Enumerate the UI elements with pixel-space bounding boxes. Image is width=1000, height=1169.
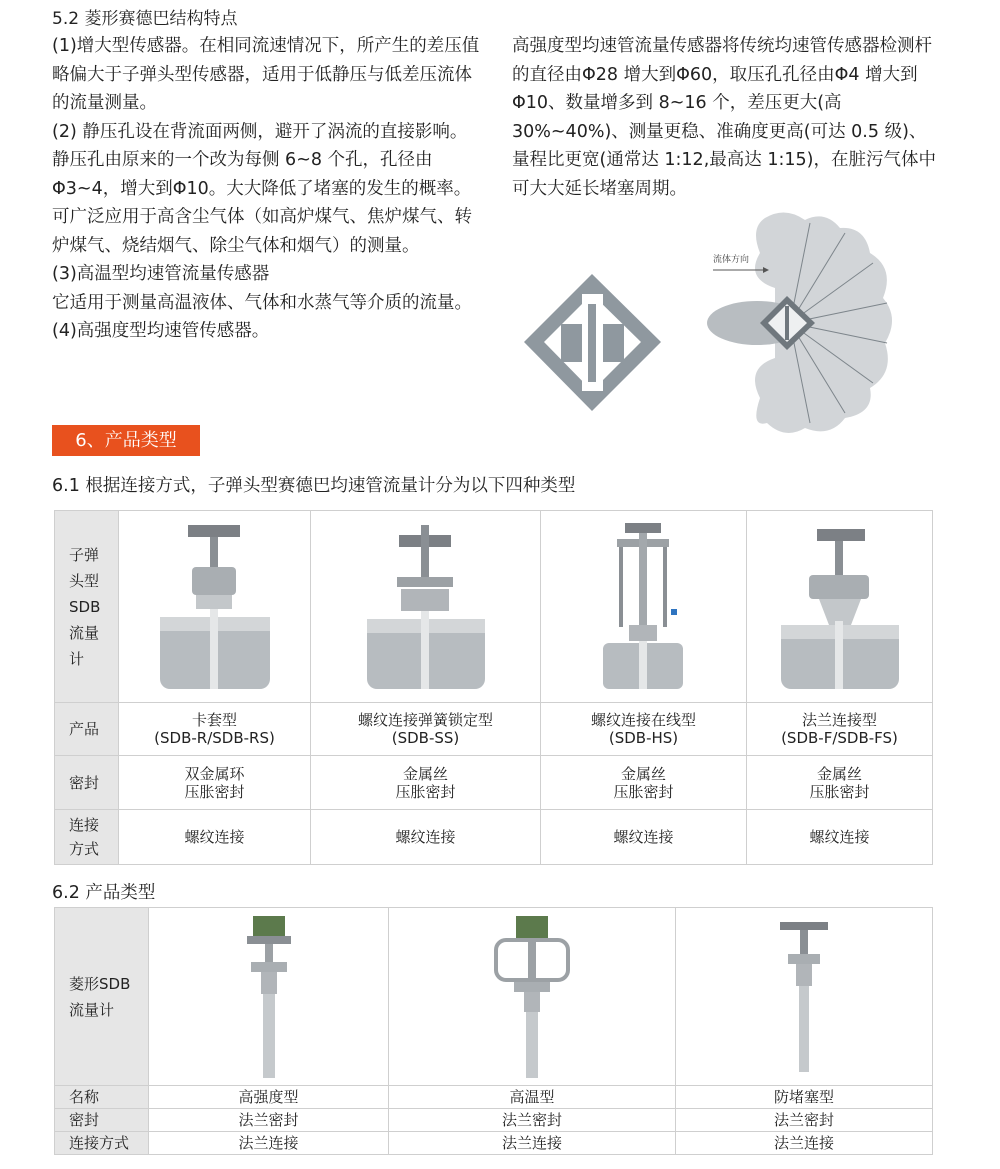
seal-line: 压胀密封 <box>613 782 674 801</box>
seal-line: 金属丝 <box>620 764 666 783</box>
sdb-hs-sensor-image <box>569 517 719 697</box>
product-name: 法兰连接型 <box>801 711 877 729</box>
high-temperature-sensor-image <box>482 912 582 1082</box>
product-image-cell <box>389 908 676 1086</box>
product-name: 卡套型 <box>191 711 237 729</box>
seal-line: 金属丝 <box>402 764 448 783</box>
diamond-sensor-diagram <box>520 270 665 415</box>
seal-cell: 法兰密封 <box>676 1109 933 1132</box>
table1-row-label-seal: 密封 <box>55 756 119 810</box>
header-line: 头型 <box>69 571 100 590</box>
paragraph-right: 高强度型均速管流量传感器将传统均速管传感器检测杆的直径由Φ28 增大到Φ60，取压孔孔径由Φ4 增大到Φ10、数量增多到 8~16 个，差压更大(高 30%~40%)、测量更稳、准确度更高(可达 0.5 级)、量程比更宽(通常达 1:12,最高达 1:15)，在脏污气体中可大大延长堵塞周期。 <box>512 36 936 199</box>
high-strength-sensor-image <box>229 912 309 1082</box>
table1-row-header-product <box>55 511 119 703</box>
header-line: 流量 <box>69 623 100 642</box>
paragraph-1: (1)增大型传感器。在相同流速情况下，所产生的差压值略偏大于子弹头型传感器，适用于低静压与低差压流体的流量测量。 <box>52 36 480 113</box>
product-name-cell <box>541 703 747 756</box>
header-line: 流量计 <box>69 1000 115 1019</box>
product-image-cell <box>676 908 933 1086</box>
product-name-cell <box>119 703 311 756</box>
seal-line: 双金属环 <box>184 764 245 783</box>
seal-cell <box>311 756 541 810</box>
type-name-cell: 高温型 <box>389 1086 676 1109</box>
diamond-sdb-table <box>54 907 933 1155</box>
paragraph-6: (4)高强度型均速管传感器。 <box>52 321 270 341</box>
sdb-r-sensor-image <box>140 517 290 697</box>
table1-row-label-product: 产品 <box>55 703 119 756</box>
connection-cell: 螺纹连接 <box>119 810 311 865</box>
paragraph-3: 可广泛应用于高含尘气体（如高炉煤气、焦炉煤气、转炉煤气、烧结烟气、除尘气体和烟气）的测量。 <box>52 207 472 256</box>
product-name: 螺纹连接在线型 <box>590 711 696 729</box>
sdb-f-sensor-image <box>765 517 915 697</box>
section-6-badge: 6、产品类型 <box>52 425 200 456</box>
table2-row-header <box>55 908 149 1086</box>
connection-cell: 法兰连接 <box>149 1132 389 1155</box>
conn-label-line: 连接 <box>69 816 100 834</box>
flow-pattern-diagram <box>705 208 900 440</box>
table2-row-label-seal: 密封 <box>55 1109 149 1132</box>
product-image-cell <box>311 511 541 703</box>
product-image-cell <box>119 511 311 703</box>
flow-direction-label: 流体方向 <box>713 255 750 265</box>
left-text-column <box>52 32 482 346</box>
connection-cell: 法兰连接 <box>389 1132 676 1155</box>
product-code: (SDB-HS) <box>608 729 679 747</box>
type-name-cell: 高强度型 <box>149 1086 389 1109</box>
product-image-cell <box>541 511 747 703</box>
conn-label-line: 方式 <box>69 840 100 858</box>
seal-cell <box>747 756 933 810</box>
connection-cell: 螺纹连接 <box>747 810 933 865</box>
seal-line: 压胀密封 <box>184 782 245 801</box>
anti-clog-sensor-image <box>764 912 844 1082</box>
product-name-cell <box>747 703 933 756</box>
header-line: 子弹 <box>69 545 100 564</box>
section-6-2-title: 6.2 产品类型 <box>52 883 156 903</box>
seal-cell <box>541 756 747 810</box>
seal-line: 压胀密封 <box>395 782 456 801</box>
product-code: (SDB-R/SDB-RS) <box>154 729 275 747</box>
product-code: (SDB-SS) <box>391 729 460 747</box>
paragraph-2: (2) 静压孔设在背流面两侧，避开了涡流的直接影响。静压孔由原来的一个改为每侧 6~8 个孔，孔径由Φ3~4，增大到Φ10。大大降低了堵塞的发生的概率。 <box>52 121 472 199</box>
seal-cell: 法兰密封 <box>389 1109 676 1132</box>
product-name-cell <box>311 703 541 756</box>
header-line: SDB <box>69 597 101 616</box>
product-image-cell <box>747 511 933 703</box>
product-name: 螺纹连接弹簧锁定型 <box>357 711 493 729</box>
sdb-type-table <box>54 510 933 865</box>
right-text-column <box>512 32 942 203</box>
table1-row-label-connection <box>55 810 119 865</box>
paragraph-5: 它适用于测量高温液体、气体和水蒸气等介质的流量。 <box>52 292 472 313</box>
table2-row-label-connection: 连接方式 <box>55 1132 149 1155</box>
section-6-1-title: 6.1 根据连接方式，子弹头型赛德巴均速管流量计分为以下四种类型 <box>52 476 576 496</box>
seal-cell: 法兰密封 <box>149 1109 389 1132</box>
seal-line: 金属丝 <box>816 764 862 783</box>
product-code: (SDB-F/SDB-FS) <box>781 729 898 747</box>
connection-cell: 螺纹连接 <box>311 810 541 865</box>
table2-row-label-name: 名称 <box>55 1086 149 1109</box>
connection-cell: 法兰连接 <box>676 1132 933 1155</box>
type-name-cell: 防堵塞型 <box>676 1086 933 1109</box>
header-line: 计 <box>69 649 85 668</box>
seal-line: 压胀密封 <box>809 782 870 801</box>
section-5-2-title: 5.2 菱形赛德巴结构特点 <box>52 9 238 29</box>
paragraph-4: (3)高温型均速管流量传感器 <box>52 264 270 284</box>
connection-cell: 螺纹连接 <box>541 810 747 865</box>
product-image-cell <box>149 908 389 1086</box>
sdb-ss-sensor-image <box>351 517 501 697</box>
seal-cell <box>119 756 311 810</box>
header-line: 菱形SDB <box>69 974 131 993</box>
